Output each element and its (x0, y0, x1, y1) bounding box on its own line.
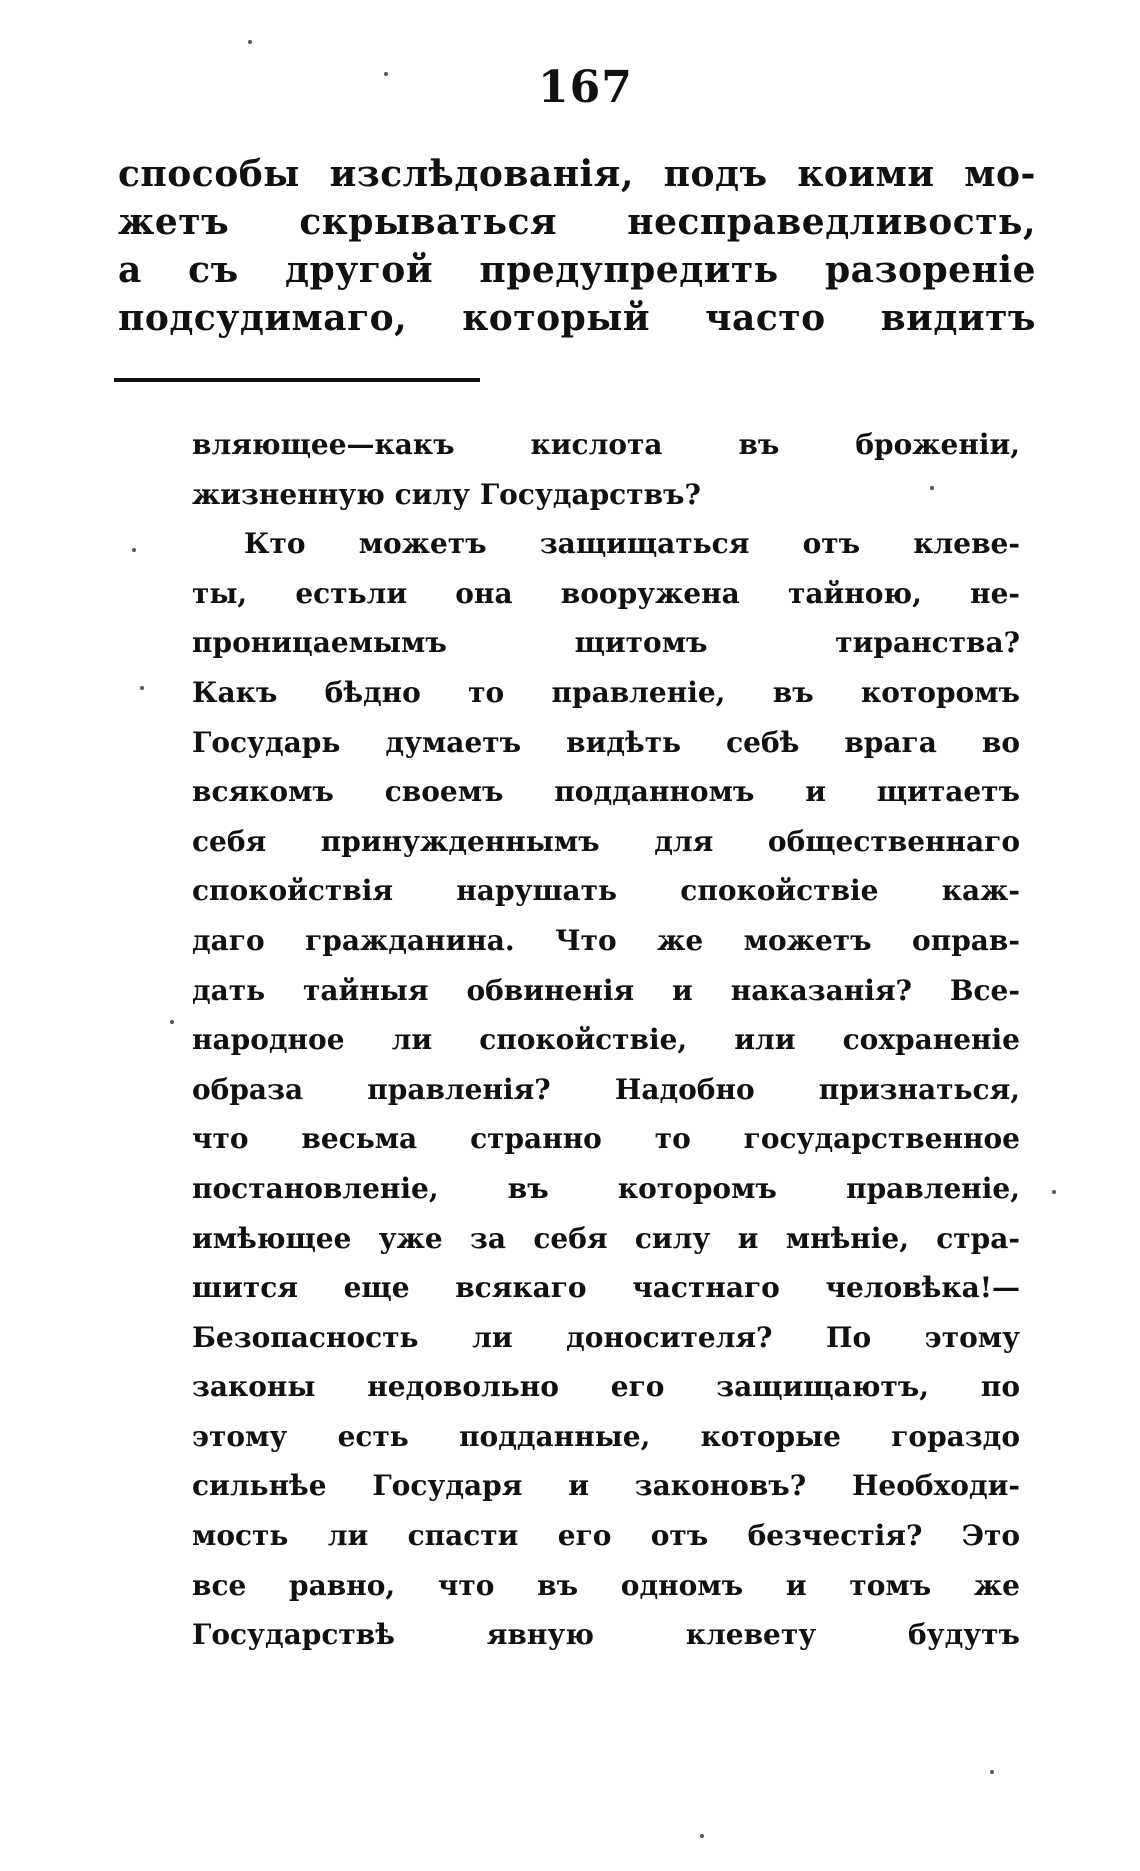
footnote-line: вляющее—какъ кислота въ броженіи, (192, 428, 1020, 461)
footnote-line: Какъ бѣдно то правленіе, въ которомъ (192, 675, 1020, 709)
footnote-line: спокойствія нарушать спокойствіе каж- (192, 874, 1020, 908)
main-text-line: а съ другой предупредить разореніе (118, 249, 1036, 291)
footnote-block (192, 420, 1020, 1660)
footnote-line: всякомъ своемъ подданномъ и щитаетъ (192, 775, 1020, 809)
footnote-line: Государствѣ явную клевету будутъ (192, 1618, 1020, 1652)
main-text-line: жетъ скрываться несправедливость, (118, 201, 1036, 243)
footnote-line: Кто можетъ защищаться отъ клеве- (244, 527, 1020, 561)
footnote-line: постановленіе, въ которомъ правленіе, (192, 1171, 1020, 1205)
footnote-line: народное ли спокойствіе, или сохраненіе (192, 1023, 1020, 1057)
scan-speck (384, 72, 388, 76)
footnote-line: даго гражданина. Что же можетъ оправ- (192, 923, 1020, 957)
footnote-line: сильнѣе Государя и законовъ? Необходи- (192, 1469, 1020, 1503)
footnote-line: ты, естьли она вооружена тайною, не- (192, 576, 1020, 610)
footnote-line: имѣющее уже за себя силу и мнѣніе, стра- (192, 1221, 1020, 1255)
scan-speck (990, 1770, 994, 1774)
main-text-line: способы изслѣдованія, подъ коими мо- (118, 153, 1036, 195)
footnote-line: законы недовольно его защищаютъ, по (192, 1370, 1020, 1404)
scan-speck (132, 548, 136, 552)
scan-speck (248, 40, 252, 44)
footnote-line: себя принужденнымъ для общественнаго (192, 824, 1020, 858)
scan-speck (1052, 1190, 1056, 1194)
footnote-line: дать тайныя обвиненія и наказанія? Все- (192, 973, 1020, 1007)
footnote-separator-rule (114, 378, 480, 382)
footnote-line: Безопасность ли доносителя? По этому (192, 1320, 1020, 1354)
scan-speck (170, 1020, 174, 1024)
footnote-line: этому есть подданные, которые гораздо (192, 1419, 1020, 1453)
footnote-line: шится еще всякаго частнаго человѣка!— (192, 1271, 1020, 1305)
footnote-line: проницаемымъ щитомъ тиранства? (192, 626, 1020, 660)
footnote-line: Государь думаетъ видѣть себѣ врага во (192, 725, 1020, 759)
footnote-line: жизненную силу Государствъ? (192, 477, 701, 511)
footnote-line: все равно, что въ одномъ и томъ же (192, 1568, 1020, 1602)
scan-speck (140, 686, 144, 690)
footnote-line: образа правленія? Надобно признаться, (192, 1072, 1020, 1106)
footnote-line: что весьма странно то государственное (192, 1122, 1020, 1156)
scan-speck (700, 1834, 704, 1838)
footnote-line: мость ли спасти его отъ безчестія? Это (192, 1519, 1020, 1553)
main-text-line: подсудимаго, который часто видитъ (118, 297, 1036, 339)
scan-speck (930, 486, 934, 490)
main-text-block (118, 150, 1036, 342)
page-number: 167 (538, 62, 633, 113)
